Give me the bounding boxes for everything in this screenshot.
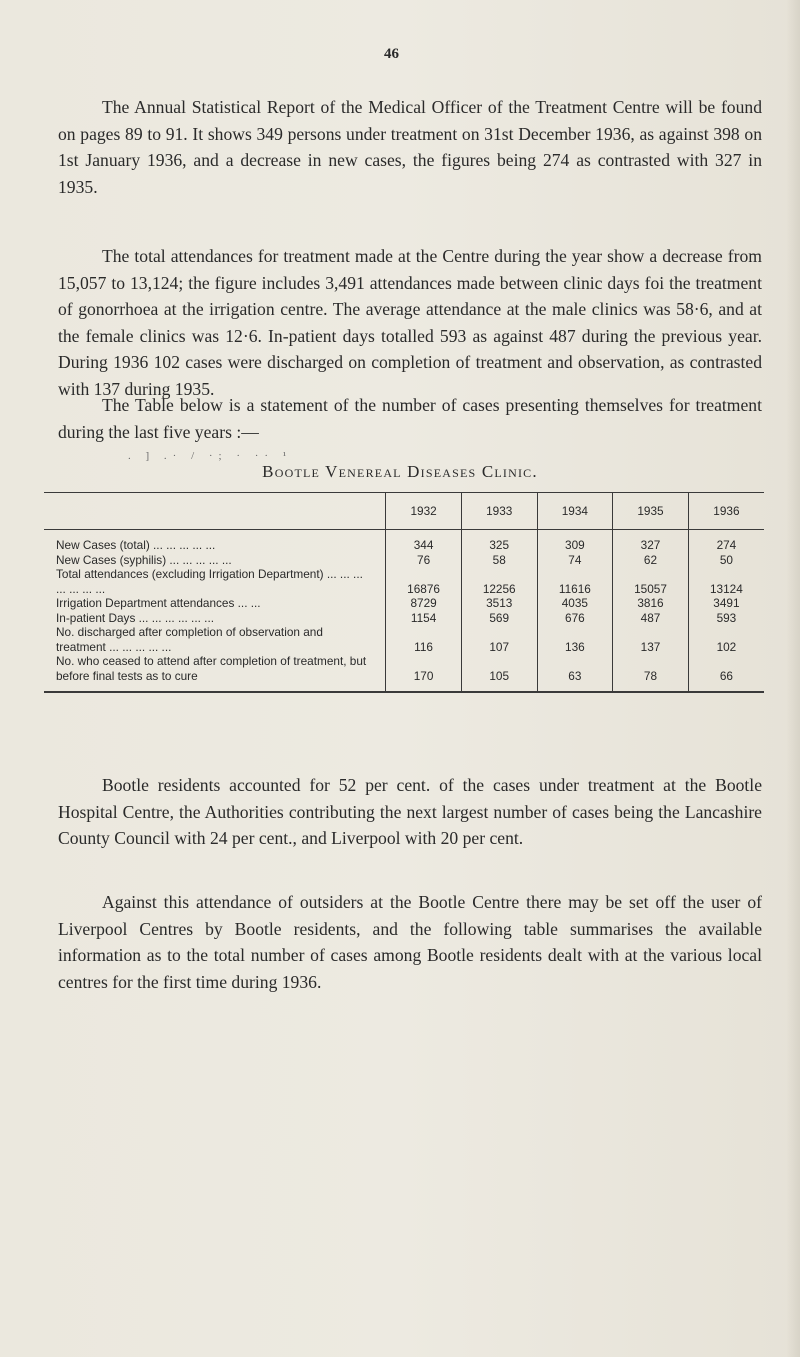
cell-value: 63 (537, 654, 613, 692)
cell-value: 327 (613, 530, 689, 553)
table-row (44, 530, 764, 553)
table-row (44, 553, 764, 568)
cell-value: 3816 (613, 596, 689, 611)
header-year: 1932 (386, 493, 462, 530)
clinic-statistics-table (44, 492, 764, 693)
cell-value: 593 (688, 611, 764, 626)
cell-value: 50 (688, 553, 764, 568)
stray-print-marks: . ] .· / ·; · ·· ¹ (128, 450, 293, 462)
cell-value: 76 (386, 553, 462, 568)
cell-value: 325 (461, 530, 537, 553)
cell-value: 62 (613, 553, 689, 568)
cell-value: 12256 (461, 567, 537, 596)
row-label: Irrigation Department attendances ... ... (56, 596, 261, 610)
header-year: 1933 (461, 493, 537, 530)
cell-value: 136 (537, 625, 613, 654)
cell-value: 1154 (386, 611, 462, 626)
cell-value: 105 (461, 654, 537, 692)
cell-value: 3513 (461, 596, 537, 611)
header-year: 1936 (688, 493, 764, 530)
cell-value: 3491 (688, 596, 764, 611)
cell-value: 170 (386, 654, 462, 692)
cell-value: 102 (688, 625, 764, 654)
paragraph-treatment-report: The Annual Statistical Report of the Medical Officer of the Treatment Centre will be found on pages 89 to 91. It shows 349 persons under treatment on 31st December 1936, as against 398 on 1st January 1936, and a decrease in new cases, the figures being 274 as contrasted with 327 in 1935. (58, 97, 762, 197)
row-label: Total attendances (excluding Irrigation Department) ... ... ... ... ... ... ... (56, 567, 363, 596)
cell-value: 487 (613, 611, 689, 626)
cell-value: 676 (537, 611, 613, 626)
cell-value: 116 (386, 625, 462, 654)
paragraph-resident-share: Bootle residents accounted for 52 per cent. of the cases under treatment at the Bootle Hospital Centre, the Authorities contributing the next largest number of cases being the Lancashire County Council with 24 per cent., and Liverpool with 20 per cent. (58, 775, 762, 848)
paragraph-attendances: The total attendances for treatment made at the Centre during the year show a decrease from 15,057 to 13,124; the figure includes 3,491 attendances made between clinic days foi the treatment of gonorrhoea at the irrigation centre. The average attendance at the male clinics was 58·6, and at the female clinics was 12·6. In-patient days totalled 593 as against 487 during the previous year. During 1936 102 cases were discharged on completion of treatment and observation, as contrasted with 137 during 1935. (58, 246, 762, 399)
row-label: In-patient Days ... ... ... ... ... ... (56, 610, 215, 625)
table-title: Bootle Venereal Diseases Clinic. (262, 462, 538, 481)
row-label: New Cases (syphilis) ... ... ... ... ... (56, 552, 232, 567)
header-year: 1935 (613, 493, 689, 530)
table-row (44, 596, 764, 611)
paragraph-outsiders: Against this attendance of outsiders at the Bootle Centre there may be set off the user of Liverpool Centres by Bootle residents, and the following table summarises the available information as to the total number of cases among Bootle residents dealt with at the various local centres for the first time during 1936. (58, 892, 762, 992)
cell-value: 107 (461, 625, 537, 654)
cell-value: 344 (386, 530, 462, 553)
row-label: No. who ceased to attend after completion of treatment, but before final tests as to cure (44, 654, 386, 692)
header-year: 1934 (537, 493, 613, 530)
cell-value: 58 (461, 553, 537, 568)
table-header-row (44, 493, 764, 530)
cell-value: 13124 (688, 567, 764, 596)
header-blank (44, 493, 386, 530)
page-number: 46 (384, 46, 399, 62)
clinic-table-container (44, 492, 764, 693)
cell-value: 8729 (386, 596, 462, 611)
cell-value: 274 (688, 530, 764, 553)
table-row (44, 625, 764, 654)
cell-value: 137 (613, 625, 689, 654)
cell-value: 78 (613, 654, 689, 692)
table-row (44, 611, 764, 626)
cell-value: 4035 (537, 596, 613, 611)
cell-value: 16876 (386, 567, 462, 596)
cell-value: 309 (537, 530, 613, 553)
paragraph-table-intro: The Table below is a statement of the number of cases presenting themselves for treatment during the last five years :— (58, 395, 762, 442)
row-label: New Cases (total) ... ... ... ... ... (56, 538, 216, 552)
cell-value: 15057 (613, 567, 689, 596)
cell-value: 569 (461, 611, 537, 626)
cell-value: 11616 (537, 567, 613, 596)
cell-value: 66 (688, 654, 764, 692)
page-edge-shadow (786, 0, 800, 1357)
row-label: No. discharged after completion of observation and treatment ... ... ... ... ... (56, 625, 323, 654)
cell-value: 74 (537, 553, 613, 568)
table-row (44, 654, 764, 692)
table-row (44, 567, 764, 596)
